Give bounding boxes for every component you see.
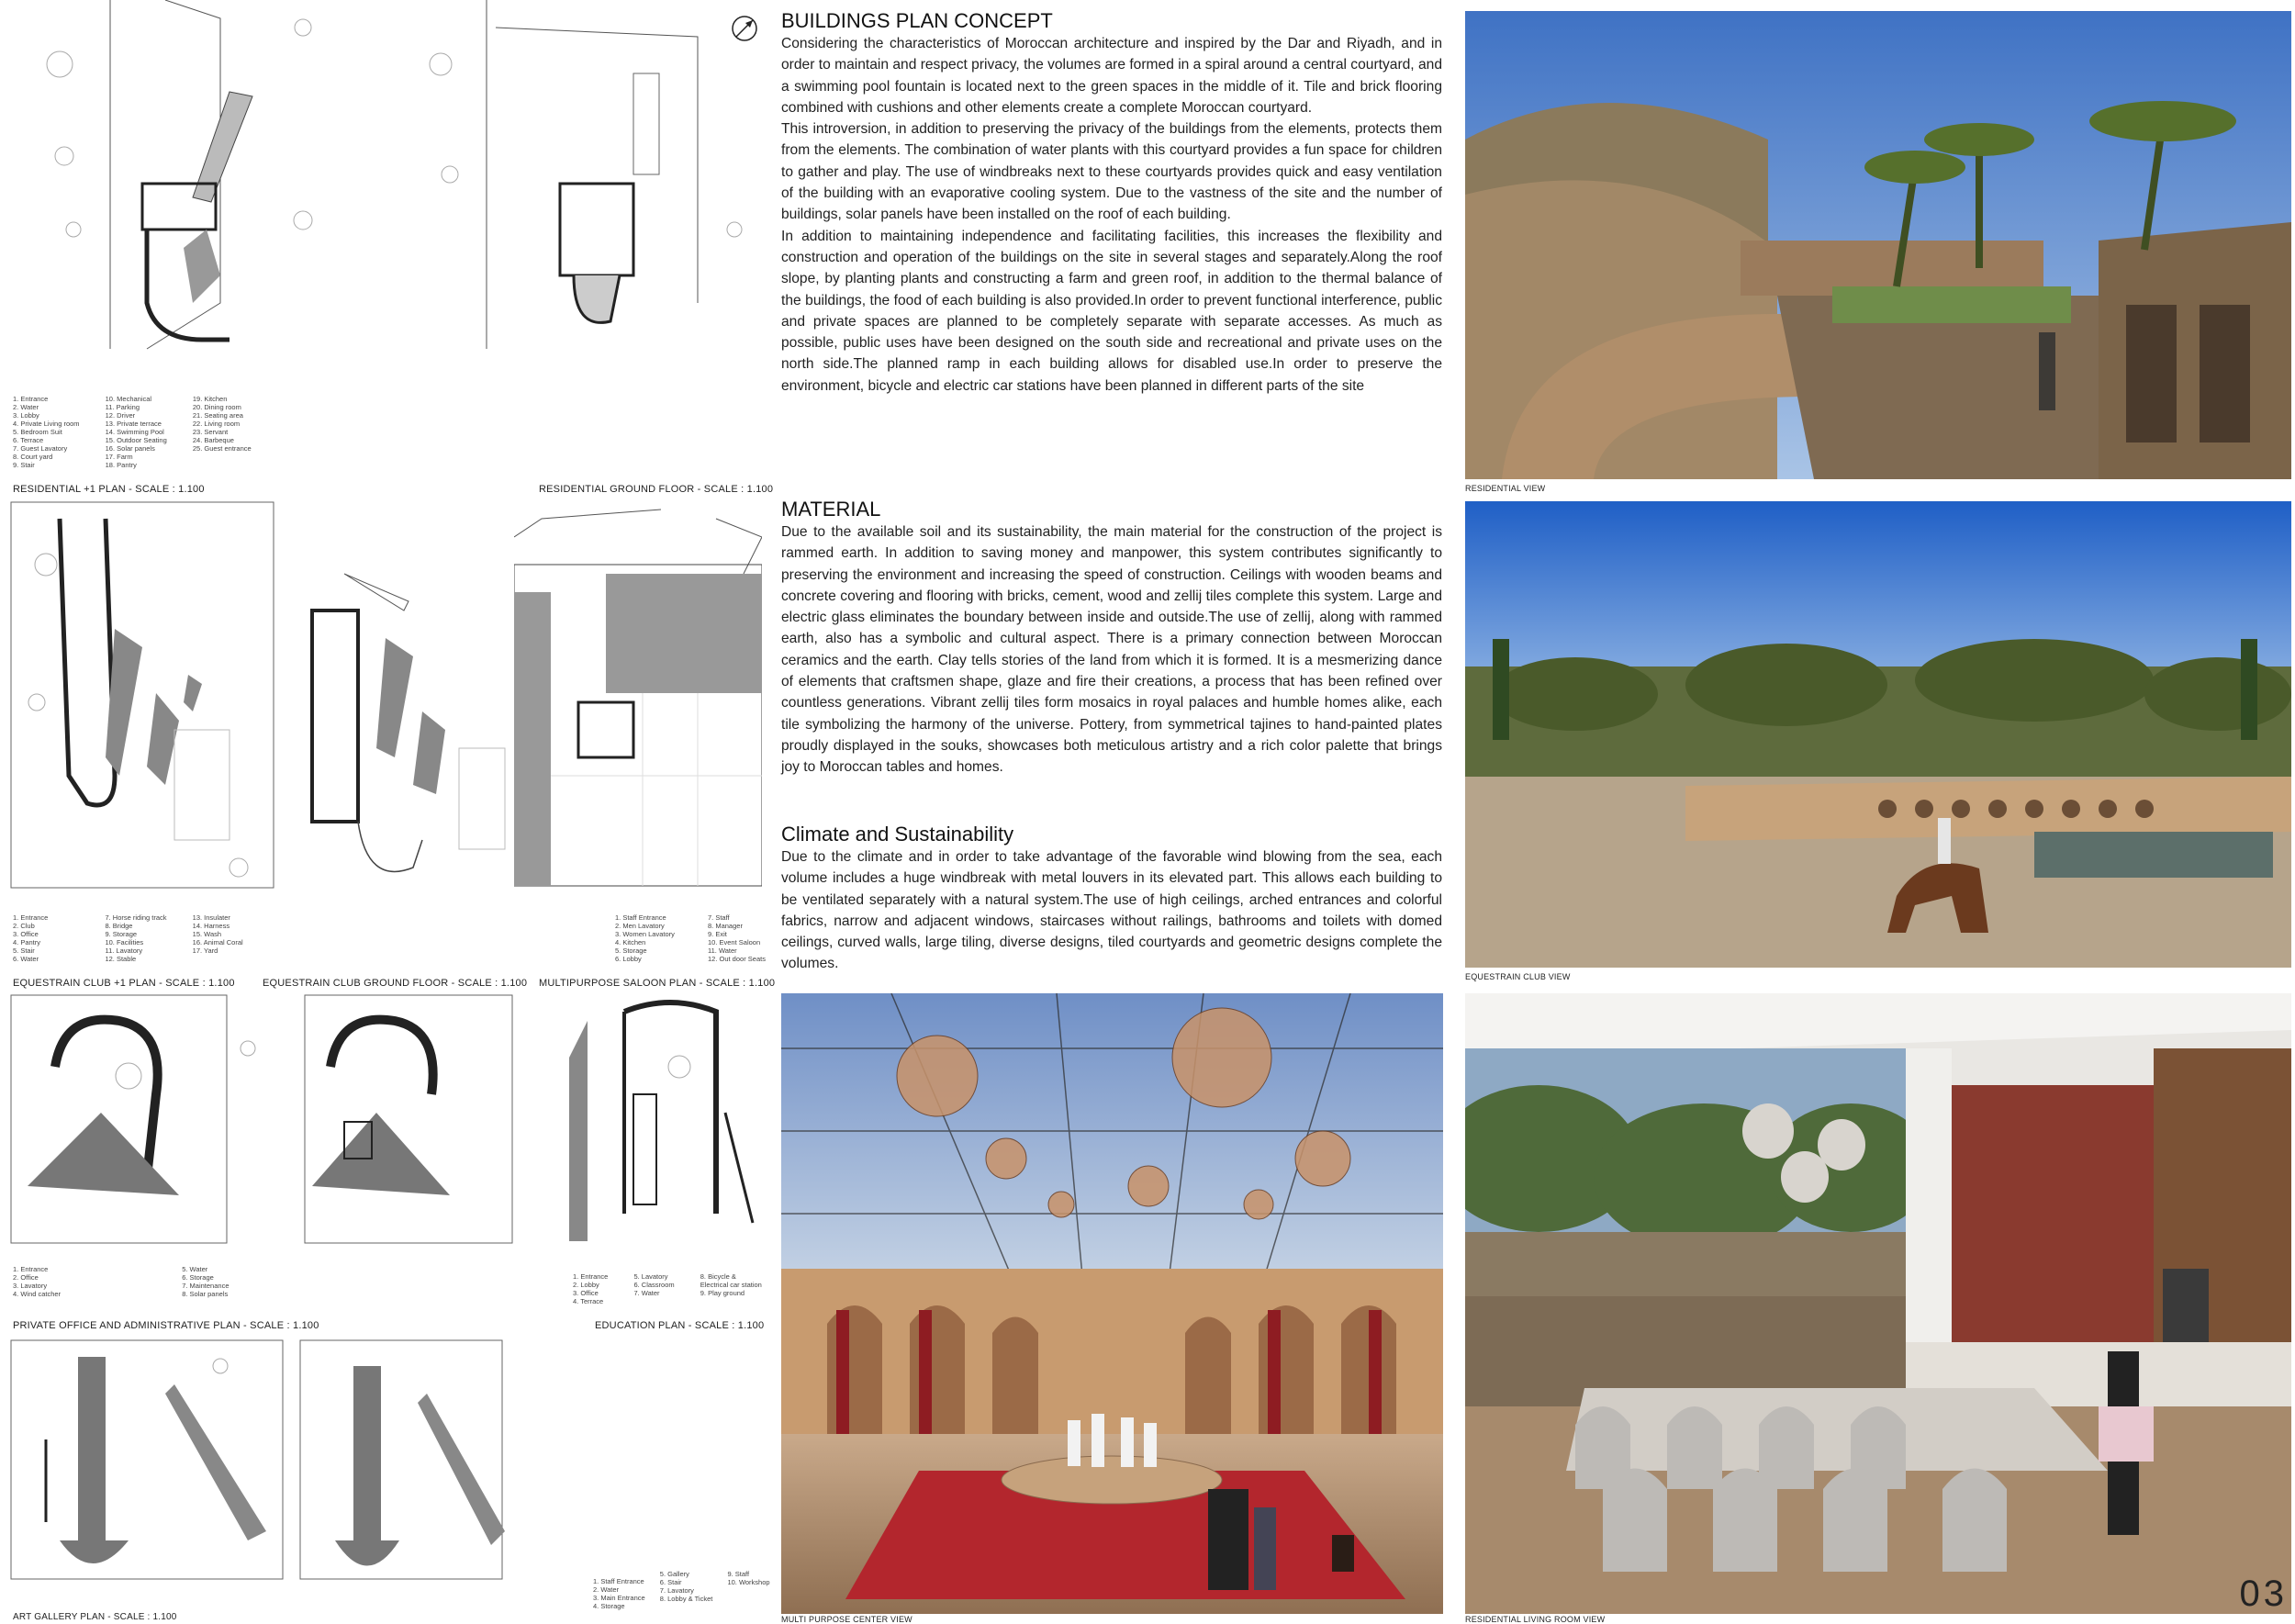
legend-item: 6. Terrace: [13, 436, 44, 444]
legend-col: [700, 1272, 762, 1297]
legend-item: 15. Outdoor Seating: [105, 436, 167, 444]
legend-col: [193, 913, 243, 955]
legend-item: 8. Manager: [708, 922, 743, 930]
concept-text: [781, 33, 1442, 397]
legend-item: 7. Water: [633, 1289, 660, 1297]
legend-item: 4. Storage: [593, 1602, 625, 1610]
equestrian-plus1-plan: [9, 500, 275, 904]
legend-item: 9. Play ground: [700, 1289, 745, 1297]
concept-paragraph: This introversion, in addition to preserving the privacy of the buildings from the elements, protects them from the elements. The combination of water plants with this courtyard provides a fun space for children to gather and play. The use of windbreaks next to these courtyards provides quick and easy ventilation of the building with an evaporative cooling system. Due to the vastness of the site and the number of buildings, solar panels have been installed on the roof of each building.: [781, 121, 1442, 223]
legend-item: 8. Lobby & Ticket: [659, 1595, 713, 1603]
residential-plus1-plan: [9, 0, 395, 386]
caption-living-room-view: RESIDENTIAL LIVING ROOM VIEW: [1465, 1615, 1606, 1624]
legend-item: 1. Entrance: [13, 1265, 49, 1273]
legend-item: 6. Lobby: [615, 955, 642, 963]
legend-item: 6. Stair: [659, 1578, 682, 1586]
legend-item: 17. Yard: [192, 946, 218, 955]
legend-item: 16. Animal Coral: [192, 938, 243, 946]
legend-item: 10. Event Saloon: [708, 938, 761, 946]
gallery-ground-plan: [298, 1338, 514, 1605]
legend-item: 13. Insulater: [192, 913, 230, 922]
legend-item: 8. Bicycle &: [700, 1272, 736, 1281]
legend-item: 3. Main Entrance: [593, 1594, 645, 1602]
legend-item: 11. Parking: [105, 403, 140, 411]
legend-item: 9. Exit: [708, 930, 727, 938]
legend-item: 2. Club: [13, 922, 35, 930]
legend-col: [193, 395, 252, 453]
legend-item: 10. Facilities: [105, 938, 144, 946]
legend-item: 1. Entrance: [13, 395, 49, 403]
caption-equestrian-view: EQUESTRAIN CLUB VIEW: [1465, 972, 1571, 981]
residential-view-render: [1465, 11, 2291, 479]
equestrian-club-view-render: [1465, 501, 2291, 968]
equestrian-ground-plan: [285, 500, 514, 904]
legend-item: 7. Horse riding track: [105, 913, 167, 922]
legend-item: 6. Water: [13, 955, 39, 963]
legend-item: 16. Solar panels: [105, 444, 155, 453]
legend-item: 4. Private Living room: [13, 420, 80, 428]
north-arrow-icon: [731, 15, 758, 42]
legend-item: 3. Lobby: [13, 411, 39, 420]
legend-item: 6. Classroom: [633, 1281, 675, 1289]
legend-col: [615, 913, 675, 963]
legend-item: 7. Guest Lavatory: [13, 444, 68, 453]
legend-item: 12. Stable: [105, 955, 137, 963]
legend-item: 5. Gallery: [659, 1570, 689, 1578]
multipurpose-center-render: [781, 993, 1443, 1614]
caption-multipurpose-view: MULTI PURPOSE CENTER VIEW: [781, 1615, 912, 1624]
legend-item: 4. Kitchen: [615, 938, 646, 946]
education-plan: [569, 993, 767, 1250]
caption-residential-ground: RESIDENTIAL GROUND FLOOR - SCALE : 1.100: [539, 484, 774, 495]
legend-item: 7. Staff: [708, 913, 730, 922]
legend-item: 9. Storage: [105, 930, 138, 938]
multipurpose-saloon-plan: [514, 500, 762, 904]
climate-heading: Climate and Sustainability: [781, 823, 1014, 846]
material-text: Due to the available soil and its sustainability, the main material for the construction of the project is rammed earth. In addition to saving money and manpower, this system contributes significantly to preserving the environment and increasing the speed of construction. Ceilings with wooden beams and concrete covering and flooring with bricks, cement, wood and zellij tiles complete this system. Large and electric glass eliminates the boundary between inside and outside.The use of zellij, along with rammed earth, also has a symbolic and cultural aspect. There is a primary connection between Moroccan ceramics and the earth. Clay tells stories of the land from which it is formed. It is a mesmerizing dance of elements that craftsmen shape, glaze and fire their creations, a process that has been refined over countless generations. Vibrant zellij tiles form mosaics in royal palaces and humble homes alike, each tile symbolizing the harmony of the universe. Pottery, from symmetrical tajines to hand-painted plates proudly displayed in the souks, showcases both meticulous artistry and a rich color palette that brings joy to Moroccan tables and homes.: [781, 524, 1442, 776]
legend-item: 21. Seating area: [192, 411, 243, 420]
concept-heading: BUILDINGS PLAN CONCEPT: [781, 9, 1053, 32]
legend-col: [13, 913, 48, 963]
legend-item: 17. Farm: [105, 453, 133, 461]
legend-item: 2. Water: [593, 1585, 620, 1594]
legend-item: 3. Office: [13, 930, 39, 938]
legend-item: 5. Stair: [13, 946, 35, 955]
legend-item: 18. Pantry: [105, 461, 137, 469]
legend-col: [593, 1577, 645, 1610]
legend-col: [105, 913, 166, 963]
legend-item: 23. Servant: [192, 428, 229, 436]
legend-item: 5. Storage: [615, 946, 647, 955]
legend-item: 11. Lavatory: [105, 946, 143, 955]
caption-residential-plus1: RESIDENTIAL +1 PLAN - SCALE : 1.100: [13, 484, 205, 495]
caption-office: PRIVATE OFFICE AND ADMINISTRATIVE PLAN - SCALE : 1.100: [13, 1320, 319, 1331]
residential-ground-plan: [413, 0, 771, 386]
legend-item: 14. Harness: [192, 922, 230, 930]
legend-item: 3. Women Lavatory: [615, 930, 675, 938]
legend-item: 2. Water: [13, 403, 39, 411]
legend-item: Electrical car station: [700, 1281, 762, 1289]
concept-paragraph: Considering the characteristics of Moroccan architecture and inspired by the Dar and Riyadh, and in order to maintain and respect privacy, the volumes are formed in a spiral around a central courtyard, and a swimming pool fountain is located next to the green spaces in the middle of it. Tile and brick flooring combined with cushions and other elements create a complete Moroccan courtyard.: [781, 36, 1442, 116]
legend-item: 1. Entrance: [13, 913, 49, 922]
legend-item: 13. Private terrace: [105, 420, 162, 428]
legend-item: 2. Office: [13, 1273, 39, 1282]
legend-item: 1. Staff Entrance: [615, 913, 666, 922]
legend-col: [708, 913, 766, 963]
legend-item: 8. Solar panels: [182, 1290, 229, 1298]
climate-text: Due to the climate and in order to take advantage of the favorable wind blowing from the sea, each volume includes a huge windbreak with metal louvers in its elevated part. This allows each building to be ventilated separately with a natural system.The use of high ceilings, arched entrances and colorful fabrics, narrow and adjacent windows, staircases without railings, bathrooms and toilets with domed ceilings, curved walls, large tiling, diverse designs, tiled courtyards and geometric designs complete the volumes.: [781, 849, 1442, 972]
saloon-legend: [615, 913, 789, 963]
legend-item: 10. Mechanical: [105, 395, 152, 403]
education-legend: [573, 1272, 786, 1305]
office-plus1-plan: [9, 993, 266, 1250]
legend-item: 15. Wash: [192, 930, 222, 938]
gallery-plus1-plan: [9, 1338, 285, 1605]
legend-col: [727, 1570, 769, 1586]
caption-education: EDUCATION PLAN - SCALE : 1.100: [595, 1320, 765, 1331]
legend-item: 7. Maintenance: [182, 1282, 230, 1290]
legend-col: [573, 1272, 608, 1305]
legend-col: [660, 1570, 713, 1603]
legend-item: 9. Staff: [727, 1570, 750, 1578]
legend-item: 10. Workshop: [727, 1578, 770, 1586]
material-heading: MATERIAL: [781, 498, 881, 521]
concept-paragraph: In addition to maintaining independence and facilitating facilities, this increases the flexibility and construction and operation of the buildings on the site in several stages and separately.Along the roof slope, by planting plants and constructing a farm and green roof, in addition to the thermal balance of the buildings, the food of each building is also provided.In order to prevent functional interference, public and private spaces are planned to be completely separate with separate accesses. As much as possible, public uses have been designed on the south side and recreational and private uses on the north side.The planned ramp in each building allows for disabled use.In order to preserve the environment, bicycle and electric car stations have been planned in different parts of the site: [781, 228, 1442, 394]
legend-item: 22. Living room: [192, 420, 241, 428]
legend-item: 12. Out door Seats: [708, 955, 766, 963]
legend-item: 2. Men Lavatory: [615, 922, 665, 930]
legend-item: 19. Kitchen: [192, 395, 228, 403]
caption-gallery: ART GALLERY PLAN - SCALE : 1.100: [13, 1612, 177, 1622]
legend-item: 12. Driver: [105, 411, 136, 420]
legend-item: 1. Entrance: [573, 1272, 609, 1281]
legend-item: 3. Office: [573, 1289, 599, 1297]
legend-item: 8. Court yard: [13, 453, 53, 461]
equestrian-legend: [13, 913, 267, 963]
legend-col: [13, 395, 80, 469]
legend-item: 5. Water: [182, 1265, 208, 1273]
legend-item: 4. Pantry: [13, 938, 41, 946]
legend-item: 1. Staff Entrance: [593, 1577, 644, 1585]
legend-item: 14. Swimming Pool: [105, 428, 164, 436]
legend-item: 9. Stair: [13, 461, 35, 469]
legend-item: 8. Bridge: [105, 922, 133, 930]
legend-item: 3. Lavatory: [13, 1282, 48, 1290]
caption-multipurpose-saloon: MULTIPURPOSE SALOON PLAN - SCALE : 1.100: [539, 978, 776, 989]
legend-item: 6. Storage: [182, 1273, 214, 1282]
caption-residential-view: RESIDENTIAL VIEW: [1465, 484, 1546, 493]
legend-item: 5. Bedroom Suit: [13, 428, 62, 436]
legend-item: 24. Barbeque: [192, 436, 234, 444]
residential-living-room-render: [1465, 993, 2291, 1614]
office-legend: [13, 1265, 253, 1298]
legend-col: [633, 1272, 674, 1297]
legend-item: 25. Guest entrance: [192, 444, 252, 453]
legend-col: [106, 395, 167, 469]
residential-legend: [13, 395, 275, 469]
office-ground-plan: [303, 993, 523, 1250]
legend-item: 20. Dining room: [192, 403, 241, 411]
caption-equestrian-ground: EQUESTRAIN CLUB GROUND FLOOR - SCALE : 1.100: [263, 978, 528, 989]
legend-col: [13, 1265, 61, 1298]
legend-item: 4. Wind catcher: [13, 1290, 62, 1298]
legend-col: [182, 1265, 229, 1298]
legend-item: 4. Terrace: [573, 1297, 604, 1305]
caption-equestrian-plus1: EQUESTRAIN CLUB +1 PLAN - SCALE : 1.100: [13, 978, 235, 989]
legend-item: 2. Lobby: [573, 1281, 599, 1289]
legend-item: 7. Lavatory: [659, 1586, 694, 1595]
gallery-legend: [593, 1570, 794, 1610]
legend-item: 11. Water: [708, 946, 737, 955]
page-number: 03: [2239, 1574, 2288, 1614]
legend-item: 5. Lavatory: [633, 1272, 668, 1281]
